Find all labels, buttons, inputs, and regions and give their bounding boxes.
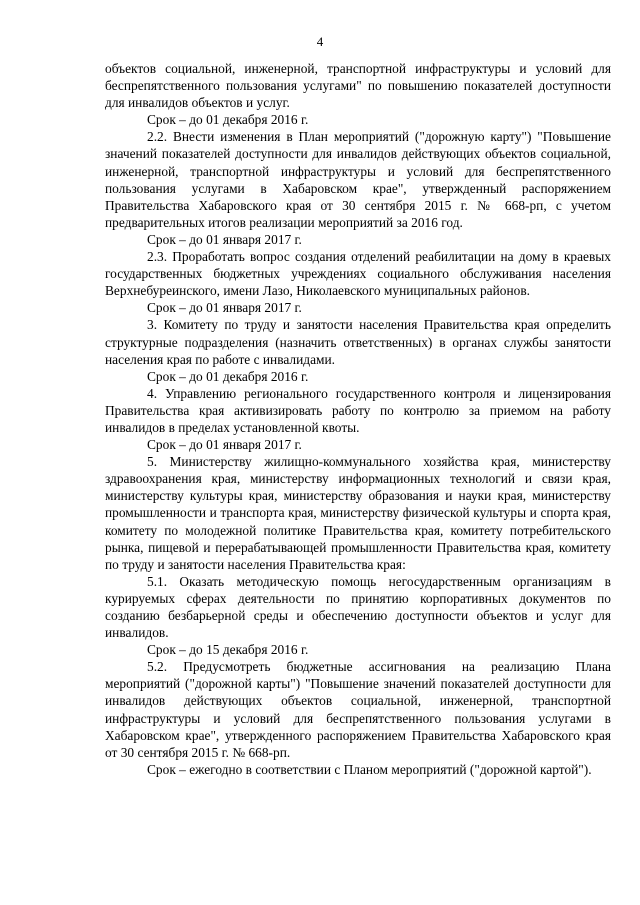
paragraph-item-4: 4. Управлению регионального государственного контроля и лицензирования Правительства края активизировать работу по контролю за приемом на работу инвалидов в пределах установленной квоты. (105, 385, 611, 435)
page-number: 4 (316, 34, 324, 49)
deadline-line: Срок – до 01 января 2017 г. (147, 231, 302, 247)
paragraph-continuation: объектов социальной, инженерной, транспортной инфраструктуры и условий для беспрепятственного пользования услугами" по повышению показателей доступности для инвалидов объектов и услуг. (105, 61, 611, 111)
deadline-line: Срок – до 01 января 2017 г. (147, 300, 302, 316)
paragraph-item-2-3: 2.3. Проработать вопрос создания отделений реабилитации на дому в краевых государственных бюджетных учреждениях социального обслуживания населения Верхнебуреинского, имени Лазо, Николаевского муниципальных районов. (105, 249, 611, 299)
deadline-line: Срок – до 01 декабря 2016 г. (147, 112, 309, 128)
paragraph-item-5: 5. Министерству жилищно-коммунального хозяйства края, министерству здравоохранения края, министерству информационных технологий и связи края, министерству культуры края, министерству образования и науки края, министерству промышленности и транспорта края, министерству физической культуры и спорта края, комитету по молодежной политике Правительства края, комитету потребительского рынка, пищевой и перерабатывающей промышленности Правительства края, комитету по труду и занятости населения Правительства края: (105, 454, 611, 572)
paragraph-item-5-1: 5.1. Оказать методическую помощь негосударственным организациям в курируемых сферах деятельности по принятию корпоративных документов по созданию безбарьерной среды и обеспечению доступности объектов и услуг для инвалидов. (105, 573, 611, 641)
document-body (105, 60, 611, 778)
paragraph-item-2-2: 2.2. Внести изменения в План мероприятий ("дорожную карту") "Повышение значений показателей доступности для инвалидов действующих объектов социальной, инженерной, транспортной инфраструктуры и условий для беспрепятственного пользования услугами в Хабаровском крае", утвержденный распоряжением Правительства Хабаровского края от 30 сентября 2015 г. № 668-рп, с учетом предварительных итогов реализации мероприятий за 2016 год. (105, 129, 611, 230)
deadline-line: Срок – до 01 декабря 2016 г. (147, 368, 309, 384)
deadline-line: Срок – до 01 января 2017 г. (147, 437, 302, 453)
deadline-line: Срок – ежегодно в соответствии с Планом мероприятий ("дорожной картой"). (147, 761, 592, 777)
paragraph-item-5-2: 5.2. Предусмотреть бюджетные ассигнования на реализацию Плана мероприятий ("дорожной карты") "Повышение значений показателей доступности для инвалидов действующих объектов социальной, инженерной, транспортной инфраструктуры и условий для беспрепятственного пользования услугами в Хабаровском крае", утвержденного распоряжением Правительства Хабаровского края от 30 сентября 2015 г. № 668-рп. (105, 659, 611, 760)
paragraph-item-3: 3. Комитету по труду и занятости населения Правительства края определить структурные подразделения (назначить ответственных) в органах службы занятости населения края по работе с инвалидами. (105, 317, 611, 367)
deadline-line: Срок – до 15 декабря 2016 г. (147, 642, 309, 658)
